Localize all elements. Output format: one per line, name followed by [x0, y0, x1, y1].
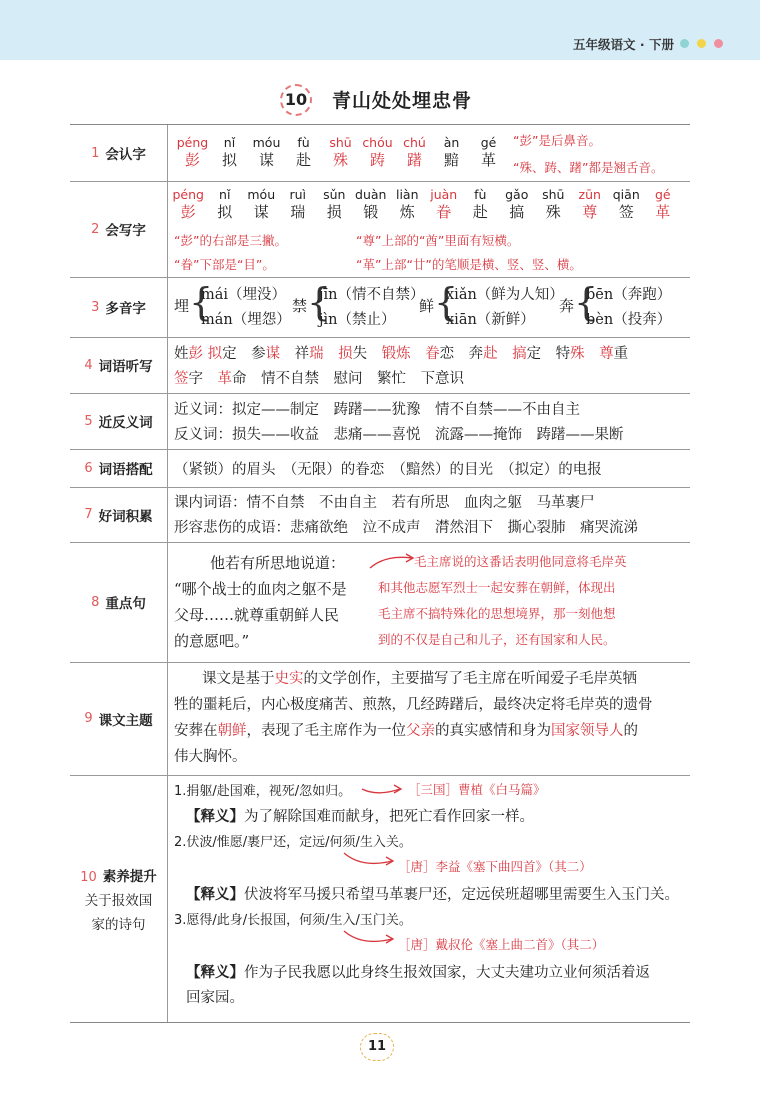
pinyin-char: juàn 眷 [430, 187, 458, 221]
top-banner [0, 0, 760, 60]
arrow-icon [368, 552, 418, 572]
poem-source: ［唐］戴叔伦《塞上曲二首》（其二） [398, 937, 605, 952]
row-label: 5 近反义词 [84, 413, 153, 431]
row-label: 3 多音字 [91, 299, 146, 317]
pinyin-char: chú 躇 [403, 135, 426, 169]
note: “殊、踌、躇”都是翘舌音。 [513, 160, 664, 175]
poem-source: ［唐］李益《塞下曲四首》（其二） [398, 859, 592, 874]
collocation-line: （紧锁）的眉头 （无限）的眷恋 （黯然）的目光 （拟定）的电报 [174, 462, 602, 478]
pinyin-char: nǐ 拟 [217, 187, 233, 221]
pinyin-char: zūn 尊 [578, 187, 601, 221]
note: “彭”是后鼻音。 [513, 133, 601, 148]
poem-meaning: 回家园。 [186, 990, 244, 1006]
poem-line: 3.愿得/此身/长报国，何须/生入/玉门关。 [174, 913, 412, 928]
row-label: 2 会写字 [91, 221, 146, 239]
note: “尊”上部的“酋”里面有短横。 [356, 233, 520, 248]
pinyin-char: qiān 签 [612, 187, 640, 221]
note: “革”上部“廿”的笔顺是横、竖、竖、横。 [356, 257, 582, 272]
synonym-line: 近义词：拟定——制定 踌躇——犹豫 情不自禁——不由自主 [174, 402, 580, 418]
pinyin-char: shū 殊 [542, 187, 565, 221]
summary-table [70, 124, 690, 1023]
row-label: 8 重点句 [91, 594, 146, 612]
row-label: 1 会认字 [91, 145, 146, 163]
lesson-title: 青山处处埋忠骨 [332, 90, 473, 112]
row-label: 6 词语搭配 [84, 460, 153, 478]
row-polyphones: 3 多音字 埋 { mái（埋没） mán（埋怨） 禁 { jīn（情不自禁） jìn（禁止） 鲜 { xiǎn（鲜为人知） xiān（新鲜） 奔 { bēn（奔跑） bèn（投奔） [70, 277, 690, 338]
pinyin-char: gǎo 搞 [505, 187, 529, 221]
poem-source: ［三国］曹植《白马篇》 [408, 782, 546, 797]
pinyin-char: fù 赴 [472, 187, 488, 221]
row-label: 10 素养提升 关于报效国 家的诗句 [80, 868, 157, 933]
lesson-number-badge: 10 [280, 84, 312, 116]
pinyin-char: shū 殊 [329, 135, 352, 169]
pinyin-char: móu 谋 [252, 135, 281, 169]
row-label: 7 好词积累 [84, 507, 153, 525]
lesson-header [0, 80, 760, 120]
pinyin-char: gé 革 [654, 187, 671, 221]
pinyin-char: péng 彭 [172, 187, 204, 221]
pinyin-char: péng 彭 [176, 135, 209, 169]
row-key-sentence: 8 重点句 他若有所思地说道： “哪个战士的血肉之躯不是 父母……就尊重朝鲜人民 的意愿吧。” 毛主席说的这番话表明他同意将毛岸英 和其他志愿军烈士一起安葬在朝鲜，体现出 毛主席不搞特殊化的思想境界，那一刻他想 到的不仅是自己和儿子，还有国家和人民。 [70, 542, 690, 663]
pinyin-char: móu 谋 [247, 187, 276, 221]
pinyin-char: àn 黯 [443, 135, 460, 169]
note: “彭”的右部是三撇。 [174, 233, 287, 248]
page-number: 11 [360, 1033, 394, 1061]
pinyin-char: fù 赴 [295, 135, 311, 169]
row-label: 9 课文主题 [84, 711, 153, 729]
dictation-line: 签字 革命 情不自禁 慰问 繁忙 下意识 [174, 371, 464, 387]
word-line: 课内词语：情不自禁 不由自主 若有所思 血肉之躯 马革裹尸 [174, 495, 595, 511]
row-label: 4 词语听写 [84, 357, 153, 375]
book-title: 五年级语文 · 下册 [573, 37, 674, 52]
poem-meaning: 【释义】作为子民我愿以此身终生报效国家，大丈夫建功立业何须活着返 [186, 964, 650, 981]
pinyin-char: ruì 瑞 [289, 187, 307, 221]
decor-dot-icon [697, 39, 706, 48]
row-write-chars [70, 181, 690, 278]
arrow-icon [342, 849, 398, 869]
dictation-line: 姓彭 拟定 参谋 祥瑞 损失 锻炼 眷恋 奔赴 搞定 特殊 尊重 [174, 346, 629, 362]
pinyin-char: liàn 炼 [395, 187, 419, 221]
row-theme [70, 662, 690, 776]
poem-line: 2.伏波/惟愿/裹尸还，定远/何须/生入关。 [174, 835, 412, 850]
pinyin-char: nǐ 拟 [221, 135, 237, 169]
decor-dot-icon [714, 39, 723, 48]
pinyin-char: gé 革 [480, 135, 497, 169]
pinyin-char: duàn 锻 [355, 187, 387, 221]
arrow-icon [342, 927, 398, 947]
row-dictation [70, 337, 690, 394]
row-collocations [70, 449, 690, 488]
antonym-line: 反义词：损失——收益 悲痛——喜悦 流露——掩饰 踌躇——果断 [174, 427, 624, 443]
word-line: 形容悲伤的成语：悲痛欲绝 泣不成声 潸然泪下 撕心裂肺 痛哭流涕 [174, 520, 638, 536]
char-list [170, 187, 684, 221]
theme-line: 课文是基于史实的文学创作，主要描写了毛主席在听闻爱子毛岸英牺 [202, 671, 637, 687]
theme-line: 安葬在朝鲜，表现了毛主席作为一位父亲的真实感情和身为国家领导人的 [174, 723, 638, 739]
pinyin-char: sǔn 损 [323, 187, 346, 221]
row-good-words [70, 487, 690, 543]
poem-meaning: 【释义】伏波将军马援只希望马革裹尸还，定远侯班超哪里需要生入玉门关。 [186, 886, 679, 903]
pinyin-char: chóu 踌 [362, 135, 393, 169]
row-poems [70, 775, 690, 1022]
arrow-icon [360, 781, 406, 797]
poem-line: 1.捐躯/赴国难，视死/忽如归。 [174, 784, 352, 799]
note: “眷”下部是“目”。 [174, 257, 275, 272]
poem-meaning: 【释义】为了解除国难而献身，把死亡看作回家一样。 [186, 808, 534, 825]
row-synonyms-antonyms [70, 393, 690, 450]
theme-line: 牲的噩耗后，内心极度痛苦、煎熬，几经踌躇后，最终决定将毛岸英的遗骨 [174, 697, 653, 713]
row-recognize-chars [70, 125, 690, 182]
decor-dot-icon [680, 39, 689, 48]
theme-line: 伟大胸怀。 [174, 749, 247, 765]
